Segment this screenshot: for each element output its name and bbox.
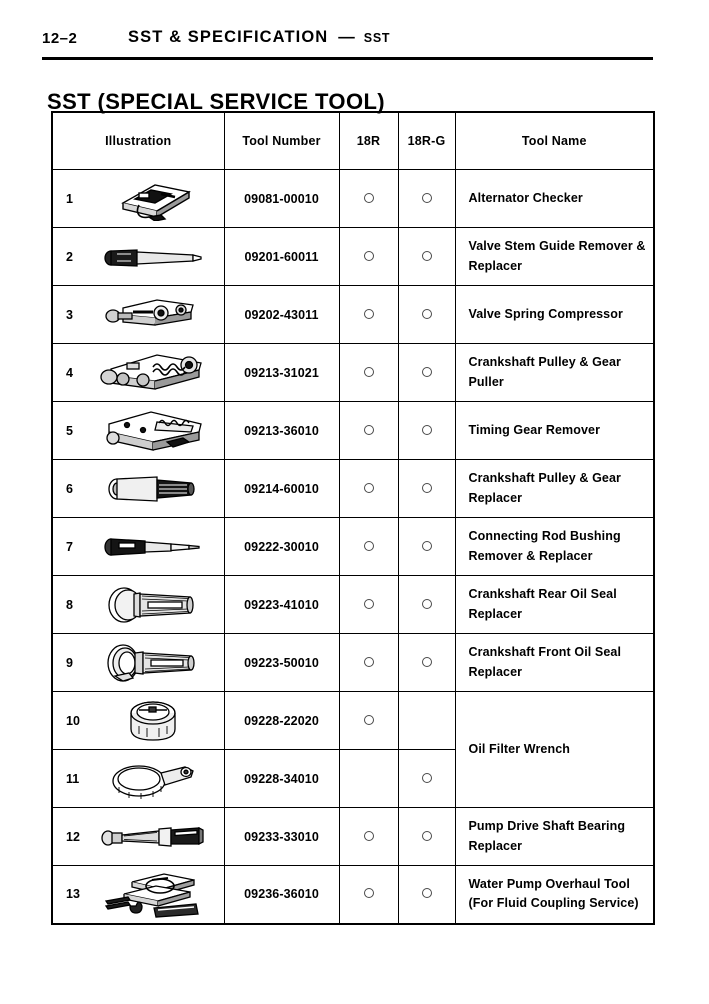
engine-18rg-cell (398, 286, 455, 344)
table-row (52, 402, 654, 460)
engine-18rg-cell (398, 460, 455, 518)
tool-name-line: (For Fluid Coupling Service) (468, 896, 639, 911)
availability-mark-icon (364, 715, 374, 725)
engine-18rg-cell (398, 692, 455, 750)
engine-18rg-cell (398, 750, 455, 808)
tool-number-cell: 09228-34010 (224, 750, 339, 808)
tool-number-cell: 09201-60011 (224, 228, 339, 286)
tool-name-cell: Crankshaft Rear Oil Seal Replacer (455, 576, 654, 634)
engine-18rg-cell (398, 402, 455, 460)
row-number: 12 (66, 829, 80, 844)
illustration-cell (52, 170, 224, 228)
tool-number-cell: 09213-36010 (224, 402, 339, 460)
tool-name-cell: Crankshaft Front Oil Seal Replacer (455, 634, 654, 692)
table-row (52, 344, 654, 402)
tool-name-cell: Crankshaft Pulley & Gear Puller (455, 344, 654, 402)
engine-18rg-cell (398, 808, 455, 866)
table-row (52, 866, 654, 924)
tool-number-cell: 09222-30010 (224, 518, 339, 576)
tool-name-cell: Oil Filter Wrench (455, 692, 654, 808)
row-number: 7 (66, 539, 73, 554)
availability-mark-icon (422, 773, 432, 783)
tool-number-cell: 09223-41010 (224, 576, 339, 634)
engine-18rg-cell (398, 634, 455, 692)
crankshaft-pulley-gear-puller-icon (87, 344, 220, 401)
table-body (52, 170, 654, 924)
engine-18r-cell (339, 286, 398, 344)
engine-18r-cell (339, 344, 398, 402)
table-row (52, 460, 654, 518)
availability-mark-icon (422, 425, 432, 435)
timing-gear-remover-icon (87, 402, 220, 459)
illustration-cell (52, 228, 224, 286)
availability-mark-icon (422, 831, 432, 841)
table-row (52, 228, 654, 286)
row-number: 11 (66, 771, 80, 786)
availability-mark-icon (364, 599, 374, 609)
running-head (128, 28, 390, 47)
availability-mark-icon (422, 251, 432, 261)
tool-number-cell: 09228-22020 (224, 692, 339, 750)
illustration-cell (52, 518, 224, 576)
availability-mark-icon (422, 309, 432, 319)
availability-mark-icon (364, 541, 374, 551)
oil-filter-wrench-band-icon (87, 750, 220, 807)
header-rule (42, 57, 653, 60)
availability-mark-icon (364, 193, 374, 203)
column-header-tool-name: Tool Name (455, 112, 654, 170)
page-title: SST (SPECIAL SERVICE TOOL) (47, 88, 386, 114)
engine-18rg-cell (398, 344, 455, 402)
availability-mark-icon (364, 425, 374, 435)
availability-mark-icon (422, 541, 432, 551)
engine-18r-cell (339, 692, 398, 750)
tool-name-cell: Pump Drive Shaft Bearing Replacer (455, 808, 654, 866)
row-number: 2 (66, 249, 73, 264)
connecting-rod-bushing-remover-icon (87, 518, 220, 575)
row-number: 10 (66, 713, 80, 728)
table-row (52, 634, 654, 692)
illustration-cell (52, 286, 224, 344)
valve-spring-compressor-icon (87, 286, 220, 343)
table-row (52, 286, 654, 344)
row-number: 5 (66, 423, 73, 438)
running-head-title: SST & SPECIFICATION (128, 28, 329, 46)
engine-18r-cell (339, 460, 398, 518)
engine-18r-cell (339, 750, 398, 808)
tool-number-cell: 09214-60010 (224, 460, 339, 518)
availability-mark-icon (422, 599, 432, 609)
running-head-dash: — (338, 28, 355, 46)
row-number: 9 (66, 655, 73, 670)
tool-name-cell: Valve Stem Guide Remover & Replacer (455, 228, 654, 286)
row-number: 3 (66, 307, 73, 322)
availability-mark-icon (364, 657, 374, 667)
illustration-cell (52, 750, 224, 808)
availability-mark-icon (364, 483, 374, 493)
column-header-18r: 18R (339, 112, 398, 170)
tool-number-cell: 09236-36010 (224, 866, 339, 924)
illustration-cell (52, 460, 224, 518)
running-head-subtitle: SST (363, 31, 391, 45)
valve-stem-guide-remover-icon (87, 228, 220, 285)
row-number: 6 (66, 481, 73, 496)
tool-number-cell: 09213-31021 (224, 344, 339, 402)
crankshaft-front-oil-seal-replacer-icon (87, 634, 220, 691)
engine-18r-cell (339, 170, 398, 228)
engine-18r-cell (339, 808, 398, 866)
illustration-cell (52, 576, 224, 634)
engine-18rg-cell (398, 576, 455, 634)
availability-mark-icon (364, 831, 374, 841)
tool-name-cell: Timing Gear Remover (455, 402, 654, 460)
table-header-row (52, 112, 654, 170)
engine-18r-cell (339, 634, 398, 692)
table-row (52, 170, 654, 228)
row-number: 4 (66, 365, 73, 380)
engine-18rg-cell (398, 170, 455, 228)
availability-mark-icon (364, 309, 374, 319)
table-row (52, 692, 654, 750)
page-number: 12–2 (42, 30, 78, 47)
engine-18r-cell (339, 228, 398, 286)
illustration-cell (52, 402, 224, 460)
column-header-18rg: 18R-G (398, 112, 455, 170)
engine-18rg-cell (398, 866, 455, 924)
availability-mark-icon (422, 888, 432, 898)
tool-name-line: Water Pump Overhaul Tool (468, 876, 630, 891)
engine-18r-cell (339, 402, 398, 460)
alternator-checker-icon (87, 170, 220, 227)
tool-number-cell: 09233-33010 (224, 808, 339, 866)
crankshaft-pulley-gear-replacer-icon (87, 460, 220, 517)
pump-drive-shaft-bearing-replacer-icon (87, 808, 220, 865)
tool-number-cell: 09202-43011 (224, 286, 339, 344)
tool-name-cell: Alternator Checker (455, 170, 654, 228)
illustration-cell (52, 634, 224, 692)
availability-mark-icon (422, 367, 432, 377)
engine-18rg-cell (398, 518, 455, 576)
tool-name-cell: Connecting Rod Bushing Remover & Replacer (455, 518, 654, 576)
row-number: 8 (66, 597, 73, 612)
tool-number-cell: 09223-50010 (224, 634, 339, 692)
page-header (0, 28, 709, 62)
engine-18rg-cell (398, 228, 455, 286)
row-number: 1 (66, 191, 73, 206)
availability-mark-icon (364, 888, 374, 898)
crankshaft-rear-oil-seal-replacer-icon (87, 576, 220, 633)
water-pump-overhaul-tool-icon (87, 866, 220, 923)
availability-mark-icon (364, 367, 374, 377)
row-number: 13 (66, 887, 80, 902)
tool-number-cell: 09081-00010 (224, 170, 339, 228)
tool-name-cell: Valve Spring Compressor (455, 286, 654, 344)
availability-mark-icon (364, 251, 374, 261)
illustration-cell (52, 692, 224, 750)
oil-filter-wrench-cup-icon (87, 692, 220, 749)
table-row (52, 518, 654, 576)
illustration-cell (52, 866, 224, 924)
sst-table (51, 111, 655, 925)
availability-mark-icon (422, 483, 432, 493)
availability-mark-icon (422, 193, 432, 203)
table-row (52, 808, 654, 866)
table-row (52, 576, 654, 634)
illustration-cell (52, 808, 224, 866)
tool-name-cell (455, 866, 654, 924)
column-header-illustration: Illustration (52, 112, 224, 170)
engine-18r-cell (339, 518, 398, 576)
illustration-cell (52, 344, 224, 402)
tool-name-cell: Crankshaft Pulley & Gear Replacer (455, 460, 654, 518)
engine-18r-cell (339, 866, 398, 924)
availability-mark-icon (422, 657, 432, 667)
engine-18r-cell (339, 576, 398, 634)
column-header-tool-number: Tool Number (224, 112, 339, 170)
